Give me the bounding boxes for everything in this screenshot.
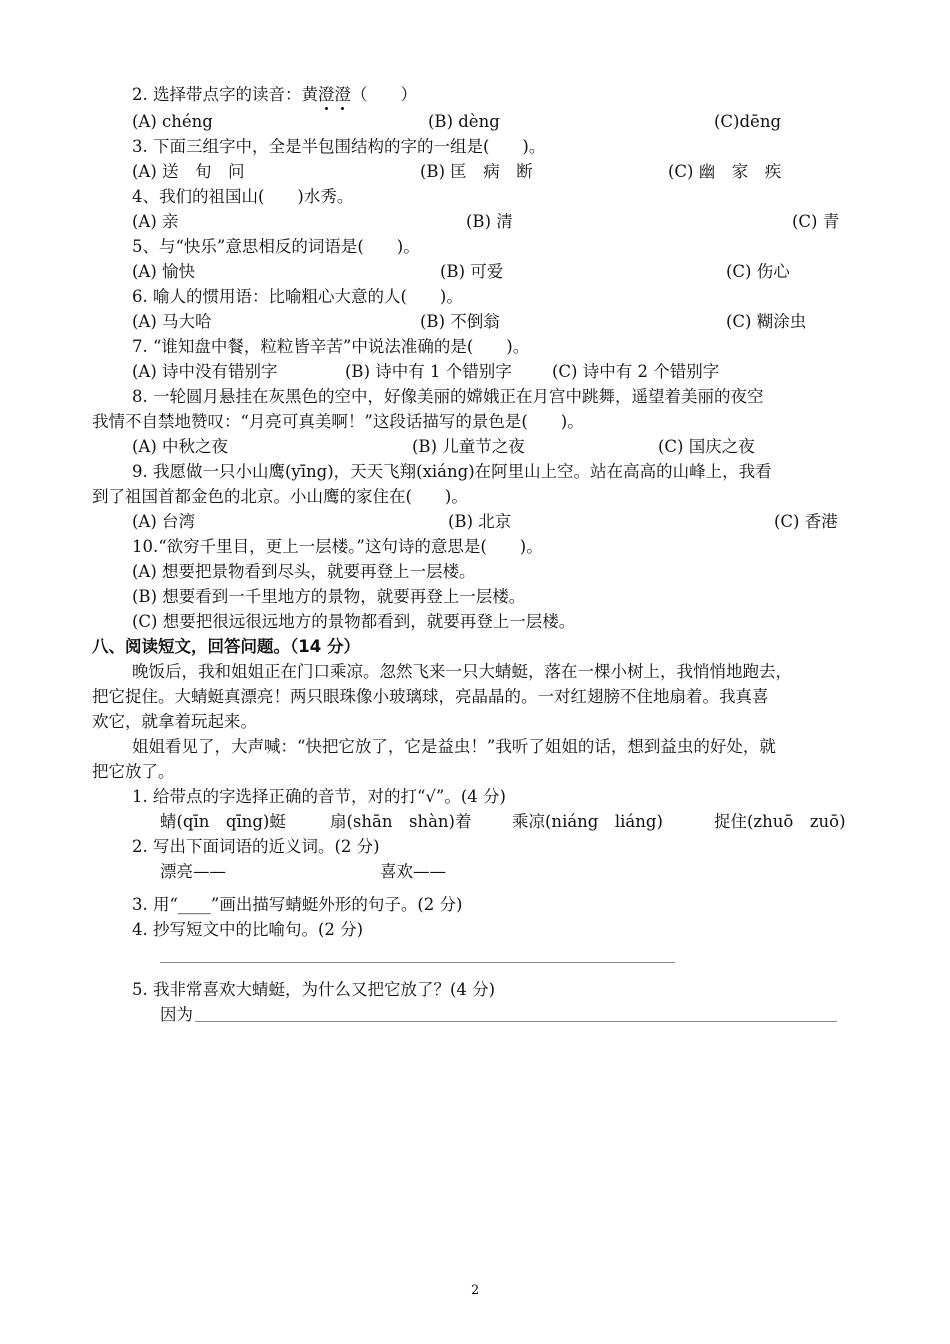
- q6-option-a: (A) 马大哈: [132, 312, 212, 331]
- reading-q1-word: 乘凉(niáng liáng): [512, 812, 663, 831]
- passage-line: 姐姐看见了，大声喊：“快把它放了，它是益虫！”我听了姐姐的话，想到益虫的好处，就: [132, 737, 776, 756]
- q4-option-a: (A) 亲: [132, 212, 179, 231]
- q9-option-b: (B) 北京: [448, 512, 512, 531]
- q9-option-a: (A) 台湾: [132, 512, 196, 531]
- reading-q2-word: 喜欢——: [380, 862, 446, 881]
- q4-option-c: (C) 青: [792, 212, 840, 231]
- q6-option-c: (C) 糊涂虫: [726, 312, 807, 331]
- q10-option-b: (B) 想要看到一千里地方的景物，就要再登上一层楼。: [132, 587, 526, 606]
- dotted-char: 澄: [318, 85, 335, 104]
- q5-option-b: (B) 可爱: [440, 262, 504, 281]
- q8-line1: 8. 一轮圆月悬挂在灰黑色的空中，好像美丽的嫦娥正在月宫中跳舞，遥望着美丽的夜空: [132, 387, 764, 406]
- reading-q4-stem: 4. 抄写短文中的比喻句。(2 分): [132, 920, 364, 939]
- reading-q2-word: 漂亮——: [160, 862, 226, 881]
- q8-line2: 我情不自禁地赞叹：“月亮可真美啊！”这段话描写的景色是( )。: [92, 412, 584, 431]
- q4-stem: 4、我们的祖国山( )水秀。: [132, 187, 354, 206]
- q2-option-b: (B) dèng: [428, 112, 500, 131]
- reading-q1-word: 蜻(qīn qīng)蜓: [160, 812, 286, 831]
- q5-option-a: (A) 愉快: [132, 262, 196, 281]
- section-heading: 八、阅读短文，回答问题。（14 分）: [92, 637, 360, 656]
- q6-option-b: (B) 不倒翁: [420, 312, 500, 331]
- q2-option-a: (A) chéng: [132, 112, 213, 131]
- passage-line: 晚饭后，我和姐姐正在门口乘凉。忽然飞来一只大蜻蜓，落在一棵小树上，我悄悄地跑去，: [132, 662, 792, 681]
- q8-option-c: (C) 国庆之夜: [658, 437, 755, 456]
- reading-q1-stem: 1. 给带点的字选择正确的音节，对的打“√”。(4 分): [132, 787, 506, 806]
- passage-line: 把它捉住。大蜻蜓真漂亮！两只眼珠像小玻璃球，亮晶晶的。一对红翅膀不住地扇着。我真喜: [92, 687, 769, 706]
- q10-option-a: (A) 想要把景物看到尽头，就要再登上一层楼。: [132, 562, 476, 581]
- q10-stem: 10.“欲穷千里目，更上一层楼。”这句诗的意思是( )。: [132, 537, 543, 556]
- q10-option-c: (C) 想要把很远很远地方的景物都看到，就要再登上一层楼。: [132, 612, 576, 631]
- q3-option-a: (A) 送 旬 问: [132, 162, 245, 181]
- passage-line: 欢它，就拿着玩起来。: [92, 712, 257, 731]
- q9-option-c: (C) 香港: [774, 512, 838, 531]
- q8-option-a: (A) 中秋之夜: [132, 437, 229, 456]
- q9-line1: 9. 我愿做一只小山鹰(yīng)，天天飞翔(xiáng)在阿里山上空。站在高高的山峰上，我看: [132, 462, 772, 481]
- q3-stem: 3. 下面三组字中，全是半包围结构的字的一组是( )。: [132, 137, 546, 156]
- q7-option-b: (B) 诗中有 1 个错别字: [345, 362, 512, 381]
- q7-option-a: (A) 诗中没有错别字: [132, 362, 278, 381]
- q7-stem: 7. “谁知盘中餐，粒粒皆辛苦”中说法准确的是( )。: [132, 337, 530, 356]
- reading-q5-prefix: 因为: [160, 1005, 193, 1024]
- q2-option-c: (C)dēng: [714, 112, 782, 131]
- q3-option-c: (C) 幽 家 疾: [668, 162, 782, 181]
- q2-stem: 2. 选择带点字的读音：黄澄澄（ ）: [132, 85, 417, 104]
- page-number: 2: [471, 1283, 480, 1298]
- q3-option-b: (B) 匡 病 断: [420, 162, 533, 181]
- reading-q1-word: 扇(shān shàn)着: [330, 812, 472, 831]
- reading-q1-word: 捉住(zhuō zuō): [714, 812, 846, 831]
- q7-option-c: (C) 诗中有 2 个错别字: [552, 362, 720, 381]
- q6-stem: 6. 喻人的惯用语：比喻粗心大意的人( )。: [132, 287, 463, 306]
- q5-stem: 5、与“快乐”意思相反的词语是( )。: [132, 237, 420, 256]
- reading-q3-stem: 3. 用“____”画出描写蜻蜓外形的句子。(2 分): [132, 895, 463, 914]
- q9-line2: 到了祖国首都金色的北京。小山鹰的家住在( )。: [92, 487, 468, 506]
- dotted-char: 澄: [334, 85, 351, 104]
- passage-line: 把它放了。: [92, 762, 175, 781]
- reading-q2-stem: 2. 写出下面词语的近义词。(2 分): [132, 837, 380, 856]
- reading-q5-stem: 5. 我非常喜欢大蜻蜓，为什么又把它放了？(4 分): [132, 980, 496, 999]
- q5-option-c: (C) 伤心: [726, 262, 790, 281]
- answer-line[interactable]: [195, 1021, 837, 1022]
- answer-line[interactable]: [160, 962, 675, 963]
- q4-option-b: (B) 清: [466, 212, 513, 231]
- q8-option-b: (B) 儿童节之夜: [412, 437, 525, 456]
